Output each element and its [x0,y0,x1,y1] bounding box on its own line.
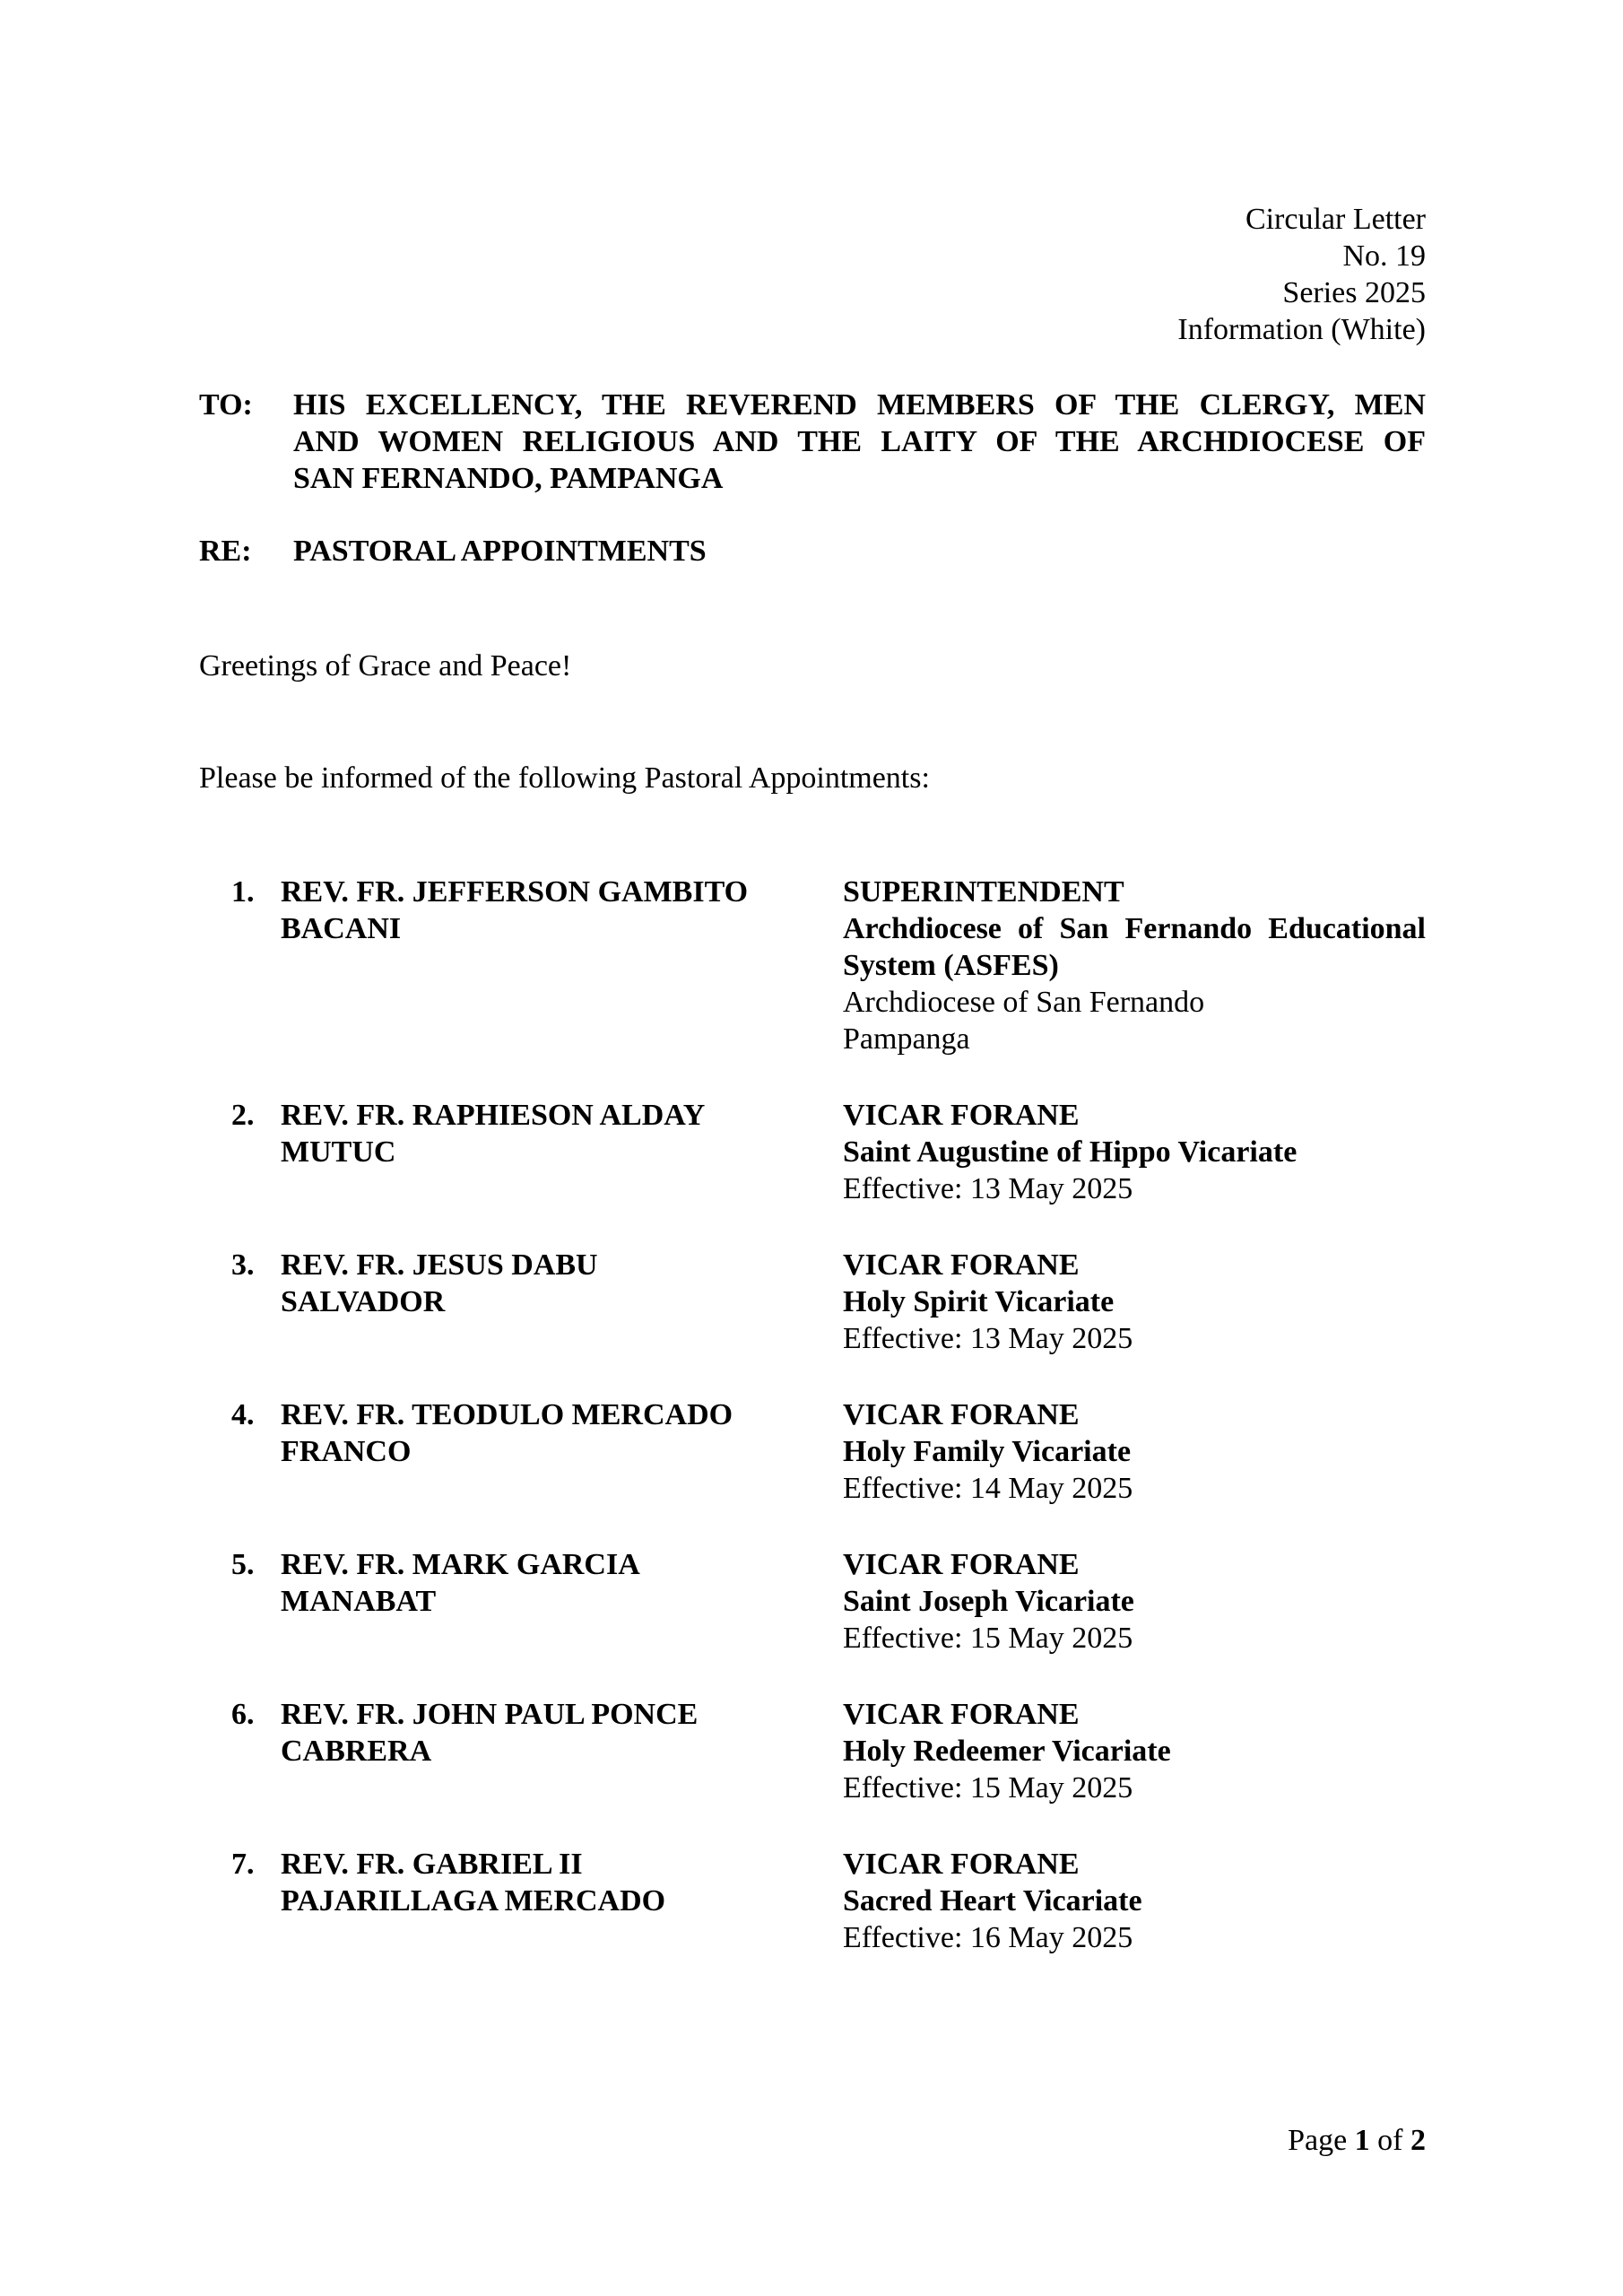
priest-name-line: REV. FR. JEFFERSON GAMBITO [281,875,749,909]
appointment-item [231,1247,1426,1357]
organization-line: Saint Joseph Vicariate [843,1585,1134,1618]
appointment-organization [843,1583,1426,1620]
header-line-information: Information (White) [1177,313,1426,346]
organization-line: Holy Redeemer Vicariate [843,1735,1171,1768]
letter-header [1177,201,1426,348]
appointment-position [843,1546,1426,1657]
footer-of-word: of [1377,2124,1403,2157]
appointment-item [231,1097,1426,1207]
appointment-priest-name [281,1546,843,1657]
appointment-title: VICAR FORANE [843,1548,1080,1581]
appointment-organization [843,1134,1426,1170]
appointment-position [843,1097,1426,1207]
appointment-number: 7. [231,1848,255,1881]
detail-line: Pampanga [843,1022,970,1056]
appointment-item [231,1396,1426,1507]
header-line-circular-letter: Circular Letter [1245,203,1426,236]
appointment-number: 6. [231,1698,255,1731]
detail-line: Effective: 15 May 2025 [843,1771,1133,1805]
to-recipients-line: SAN FERNANDO, PAMPANGA [293,462,724,495]
appointment-item [231,1846,1426,1956]
organization-line: System (ASFES) [843,949,1059,982]
appointment-priest-name [281,1846,843,1956]
header-line-number: No. 19 [1342,239,1426,273]
to-label: TO: [199,388,253,422]
appointment-title: VICAR FORANE [843,1248,1080,1282]
intro-text: Please be informed of the following Pastoral Appointments: [199,761,930,795]
priest-name-line: REV. FR. RAPHIESON ALDAY [281,1099,706,1132]
appointment-title: VICAR FORANE [843,1698,1080,1731]
appointment-number: 4. [231,1398,255,1431]
detail-line: Effective: 14 May 2025 [843,1472,1133,1505]
appointment-item [231,1696,1426,1806]
appointment-number: 2. [231,1099,255,1132]
header-line-series: Series 2025 [1282,276,1426,309]
detail-line: Effective: 15 May 2025 [843,1622,1133,1655]
appointment-title: VICAR FORANE [843,1848,1080,1881]
footer-page-word: Page [1288,2124,1348,2157]
appointment-position [843,1396,1426,1507]
priest-name-line: PAJARILLAGA MERCADO [281,1884,666,1918]
appointment-details [843,1470,1426,1507]
appointment-number: 1. [231,875,255,909]
priest-name-line: REV. FR. JESUS DABU [281,1248,598,1282]
greeting-text: Greetings of Grace and Peace! [199,649,572,683]
to-recipients-line: AND WOMEN RELIGIOUS AND THE LAITY OF THE ARCHDIOCESE OF [293,425,1426,458]
appointment-details [843,1770,1426,1806]
re-subject: PASTORAL APPOINTMENTS [293,535,707,568]
detail-line: Effective: 13 May 2025 [843,1322,1133,1355]
appointment-details [843,984,1426,1057]
to-recipients-line: HIS EXCELLENCY, THE REVEREND MEMBERS OF THE CLERGY, MEN [293,388,1426,422]
to-recipients [293,387,1426,497]
priest-name-line: MUTUC [281,1135,396,1169]
appointment-title: VICAR FORANE [843,1099,1080,1132]
priest-name-line: REV. FR. GABRIEL II [281,1848,583,1881]
detail-line: Effective: 13 May 2025 [843,1172,1133,1205]
appointment-number: 3. [231,1248,255,1282]
appointment-item [231,874,1426,1057]
appointment-organization [843,1433,1426,1470]
appointment-details [843,1919,1426,1956]
appointment-position [843,874,1426,1057]
organization-line: Holy Spirit Vicariate [843,1285,1115,1318]
organization-line: Holy Family Vicariate [843,1435,1132,1468]
priest-name-line: MANABAT [281,1585,437,1618]
appointment-details [843,1170,1426,1207]
appointment-organization [843,1283,1426,1320]
appointment-details [843,1620,1426,1657]
priest-name-line: REV. FR. JOHN PAUL PONCE [281,1698,699,1731]
appointment-title: SUPERINTENDENT [843,875,1124,909]
priest-name-line: FRANCO [281,1435,412,1468]
page-footer [1288,2122,1426,2159]
re-label: RE: [199,535,252,568]
organization-line: Saint Augustine of Hippo Vicariate [843,1135,1298,1169]
detail-line: Archdiocese of San Fernando [843,986,1205,1019]
appointment-priest-name [281,1396,843,1507]
appointments-list [231,874,1426,1996]
appointment-organization [843,1883,1426,1919]
priest-name-line: CABRERA [281,1735,432,1768]
appointment-priest-name [281,1247,843,1357]
appointment-priest-name [281,874,843,1057]
priest-name-line: SALVADOR [281,1285,446,1318]
appointment-priest-name [281,1696,843,1806]
footer-total-pages: 2 [1410,2124,1426,2157]
appointment-organization [843,910,1426,984]
priest-name-line: REV. FR. MARK GARCIA [281,1548,640,1581]
organization-line: Archdiocese of San Fernando Educational [843,912,1426,945]
appointment-position [843,1247,1426,1357]
appointment-organization [843,1733,1426,1770]
appointment-position [843,1696,1426,1806]
organization-line: Sacred Heart Vicariate [843,1884,1142,1918]
appointment-position [843,1846,1426,1956]
appointment-number: 5. [231,1548,255,1581]
footer-page-number: 1 [1354,2124,1370,2157]
to-block [199,387,1426,497]
appointment-priest-name [281,1097,843,1207]
re-block [199,533,1426,570]
appointment-details [843,1320,1426,1357]
appointment-title: VICAR FORANE [843,1398,1080,1431]
priest-name-line: REV. FR. TEODULO MERCADO [281,1398,733,1431]
appointment-item [231,1546,1426,1657]
detail-line: Effective: 16 May 2025 [843,1921,1133,1954]
priest-name-line: BACANI [281,912,402,945]
